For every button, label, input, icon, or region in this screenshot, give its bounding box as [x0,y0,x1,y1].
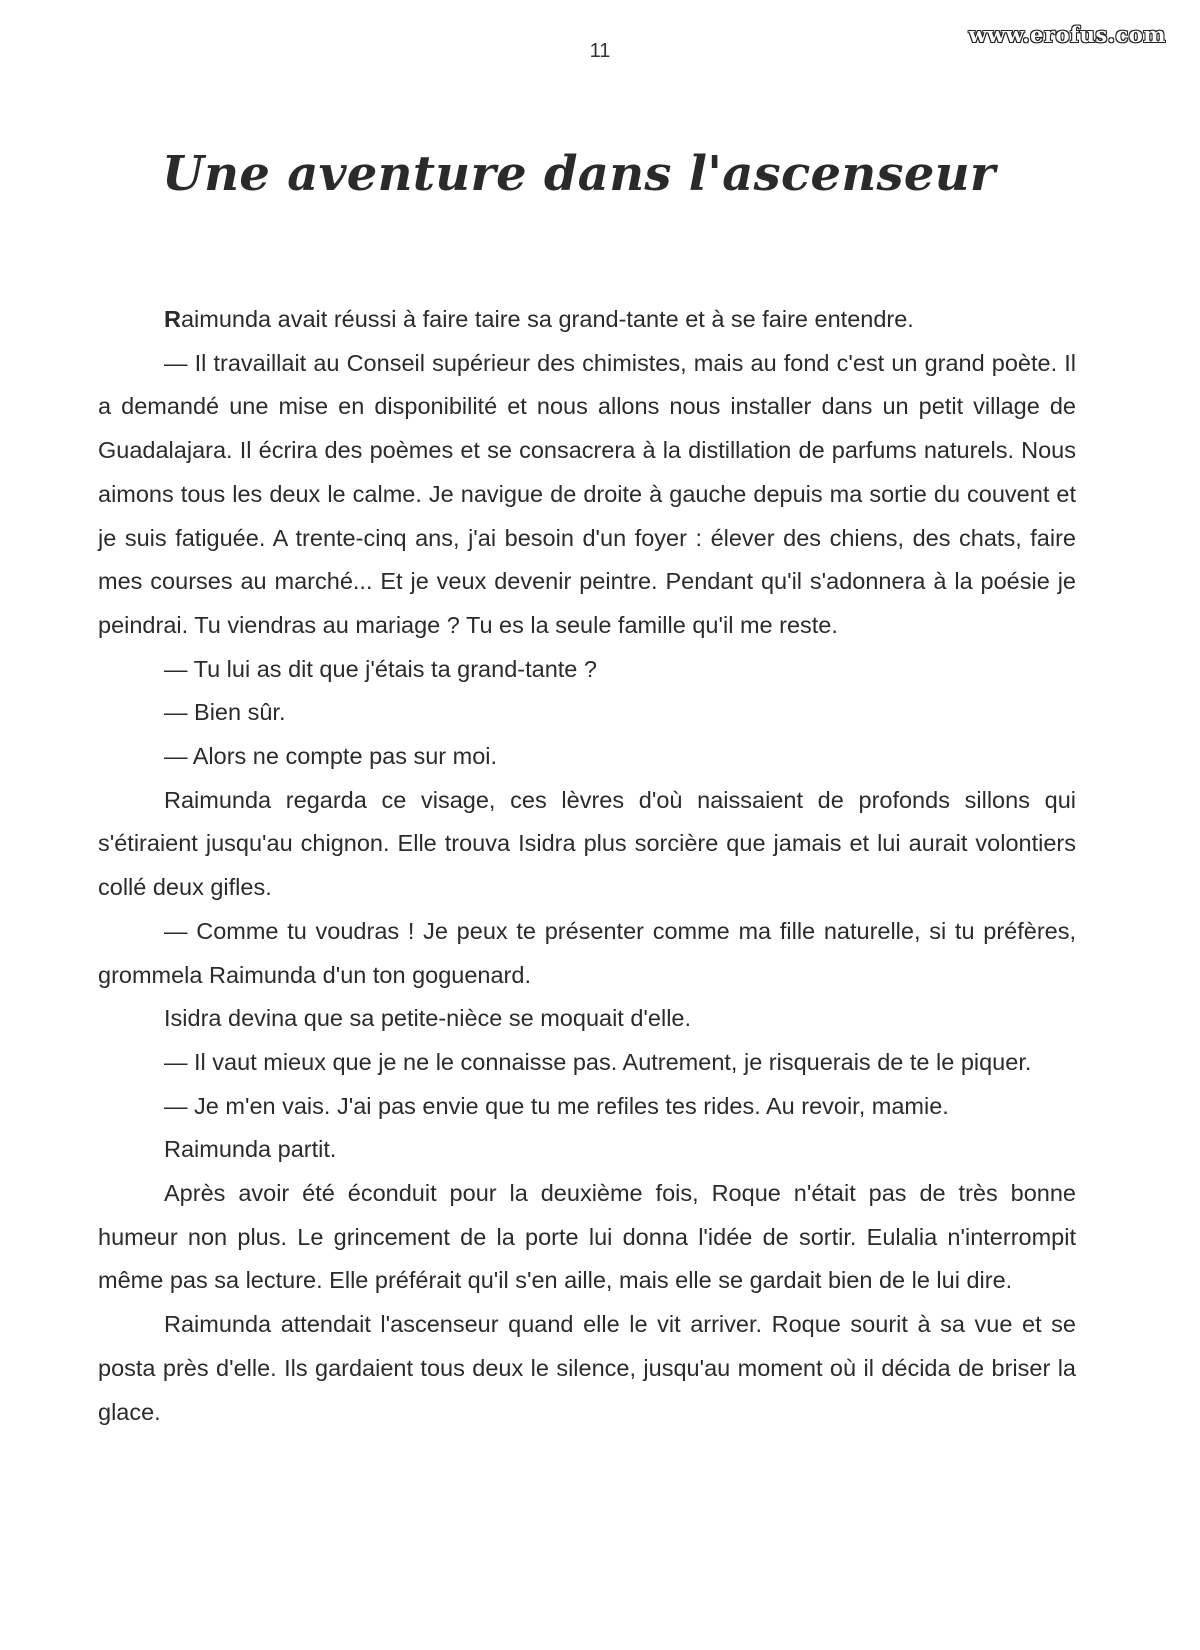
initial-letter: R [164,306,181,332]
paragraph: Raimunda partit. [164,1136,337,1163]
paragraph: — Je m'en vais. J'ai pas envie que tu me refiles tes rides. Au revoir, mamie. [164,1092,949,1119]
paragraph [98,298,1076,342]
paragraph: — Alors ne compte pas sur moi. [164,743,498,770]
paragraph: Après avoir été éconduit pour la deuxième fois, Roque n'était pas de très bonne humeur non plus. Le grincement de la porte lui donna l'idée de sortir. Eulalia n'interrompit même pas sa lecture. Elle préférait qu'il s'en aille, mais elle se gardait bien de le lui dire. [98,1180,1076,1294]
paragraph: Raimunda attendait l'ascenseur quand elle le vit arriver. Roque sourit à sa vue et se posta près d'elle. Ils gardaient tous deux le silence, jusqu'au moment où il décida de briser la glace. [98,1311,1076,1425]
paragraph: — Il travaillait au Conseil supérieur des chimistes, mais au fond c'est un grand poète. Il a demandé une mise en disponibilité et nous allons nous installer dans un petit village de Guadalajara. Il écrira des poèmes et se consacrera à la distillation de parfums naturels. Nous aimons tous les deux le calme. Je navigue de droite à gauche depuis ma sortie du couvent et je suis fatiguée. A trente-cinq ans, j'ai besoin d'un foyer : élever des chiens, des chats, faire mes courses au marché... Et je veux devenir peintre. Pendant qu'il s'adonnera à la poésie je peindrai. Tu viendras au mariage ? Tu es la seule famille qu'il me reste. [98,349,1076,638]
paragraph: Isidra devina que sa petite-nièce se moquait d'elle. [164,1005,692,1032]
paragraph: — Il vaut mieux que je ne le connaisse pas. Autrement, je risquerais de te le piquer. [164,1048,1032,1075]
paragraph: — Tu lui as dit que j'étais ta grand-tante ? [164,655,597,682]
watermark: www.erofus.com [968,22,1166,47]
paragraph: — Comme tu voudras ! Je peux te présenter comme ma fille naturelle, si tu préfères, grommela Raimunda d'un ton goguenard. [98,917,1076,988]
page-number: 11 [589,40,611,62]
chapter-title: Une aventure dans l'ascenseur [162,146,996,202]
paragraph: Raimunda regarda ce visage, ces lèvres d'où naissaient de profonds sillons qui s'étiraient jusqu'au chignon. Elle trouva Isidra plus sorcière que jamais et lui aurait volontiers collé deux gifles. [98,786,1076,901]
paragraph-text: aimunda avait réussi à faire taire sa grand-tante et à se faire entendre. [180,306,914,332]
body-text [98,298,1076,1434]
paragraph: — Bien sûr. [164,699,286,726]
